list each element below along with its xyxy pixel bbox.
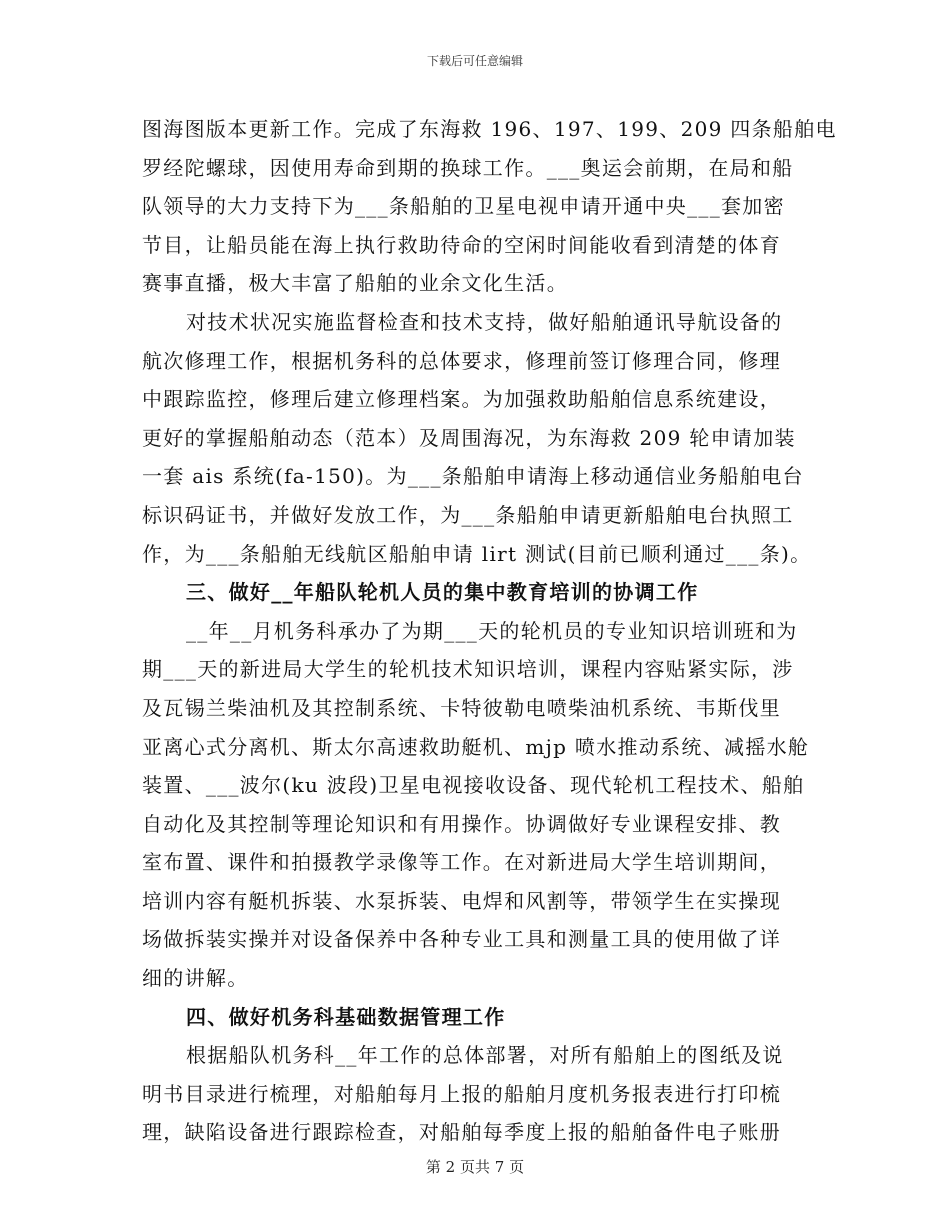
paragraph-line: 作，为___条船舶无线航区船舶申请 lirt 测试(目前已顺利通过___条)。 bbox=[142, 541, 812, 566]
paragraph-line: 中跟踪监控，修理后建立修理档案。为加强救助船舶信息系统建设， bbox=[142, 387, 781, 412]
paragraph-line: 细的讲解。 bbox=[142, 966, 249, 991]
paragraph-line: 室布置、课件和拍摄教学录像等工作。在对新进局大学生培训期间， bbox=[142, 850, 781, 875]
paragraph-line: 航次修理工作，根据机务科的总体要求，修理前签订修理合同，修理 bbox=[142, 348, 781, 373]
paragraph-line: 对技术状况实施监督检查和技术支持，做好船舶通讯导航设备的 bbox=[186, 309, 783, 334]
paragraph-line: 亚离心式分离机、斯太尔高速救助艇机、mjp 喷水推动系统、减摇水舱 bbox=[142, 734, 810, 759]
paragraph-line: 一套 ais 系统(fa-150)。为___条船舶申请海上移动通信业务船舶电台 bbox=[142, 464, 804, 489]
document-body bbox=[142, 110, 837, 1152]
paragraph-line: 明书目录进行梳理，对船舶每月上报的船舶月度机务报表进行打印梳 bbox=[142, 1081, 781, 1106]
page-header: 下载后可任意编辑 bbox=[426, 54, 523, 68]
section-heading: 四、做好机务科基础数据管理工作 bbox=[186, 1004, 506, 1029]
section-heading: 三、做好__年船队轮机人员的集中教育培训的协调工作 bbox=[186, 580, 699, 605]
paragraph-line: __年__月机务科承办了为期___天的轮机员的专业知识培训班和为 bbox=[186, 618, 798, 643]
paragraph-line: 期___天的新进局大学生的轮机技术知识培训，课程内容贴紧实际，涉 bbox=[142, 657, 794, 682]
paragraph-line: 更好的掌握船舶动态（范本）及周围海况，为东海救 209 轮申请加装 bbox=[142, 425, 796, 450]
paragraph-line: 及瓦锡兰柴油机及其控制系统、卡特彼勒电喷柴油机系统、韦斯伐里 bbox=[142, 695, 781, 720]
paragraph-line: 罗经陀螺球，因使用寿命到期的换球工作。___奥运会前期，在局和船 bbox=[142, 155, 794, 180]
paragraph-line: 培训内容有艇机拆装、水泵拆装、电焊和风割等，带领学生在实操现 bbox=[142, 888, 781, 913]
paragraph-line: 标识码证书，并做好发放工作，为___条船舶申请更新船舶电台执照工 bbox=[142, 502, 794, 527]
page-footer: 第 2 页共 7 页 bbox=[425, 1158, 525, 1176]
paragraph-line: 节目，让船员能在海上执行救助待命的空闲时间能收看到清楚的体育 bbox=[142, 232, 781, 257]
paragraph-line: 理，缺陷设备进行跟踪检查，对船舶每季度上报的船舶备件电子账册 bbox=[142, 1120, 781, 1145]
paragraph-line: 图海图版本更新工作。完成了东海救 196、197、199、209 四条船舶电 bbox=[142, 117, 837, 141]
paragraph-line: 自动化及其控制等理论知识和有用操作。协调做好专业课程安排、教 bbox=[142, 811, 781, 836]
paragraph-line: 赛事直播，极大丰富了船舶的业余文化生活。 bbox=[142, 271, 568, 296]
paragraph-line: 场做拆装实操并对设备保养中各种专业工具和测量工具的使用做了详 bbox=[142, 927, 781, 952]
paragraph-line: 根据船队机务科__年工作的总体部署，对所有船舶上的图纸及说 bbox=[186, 1043, 784, 1068]
paragraph-line: 队领导的大力支持下为___条船舶的卫星电视申请开通中央___套加密 bbox=[142, 194, 785, 219]
paragraph-line: 装置、___波尔(ku 波段)卫星电视接收设备、现代轮机工程技术、船舶 bbox=[142, 773, 805, 798]
